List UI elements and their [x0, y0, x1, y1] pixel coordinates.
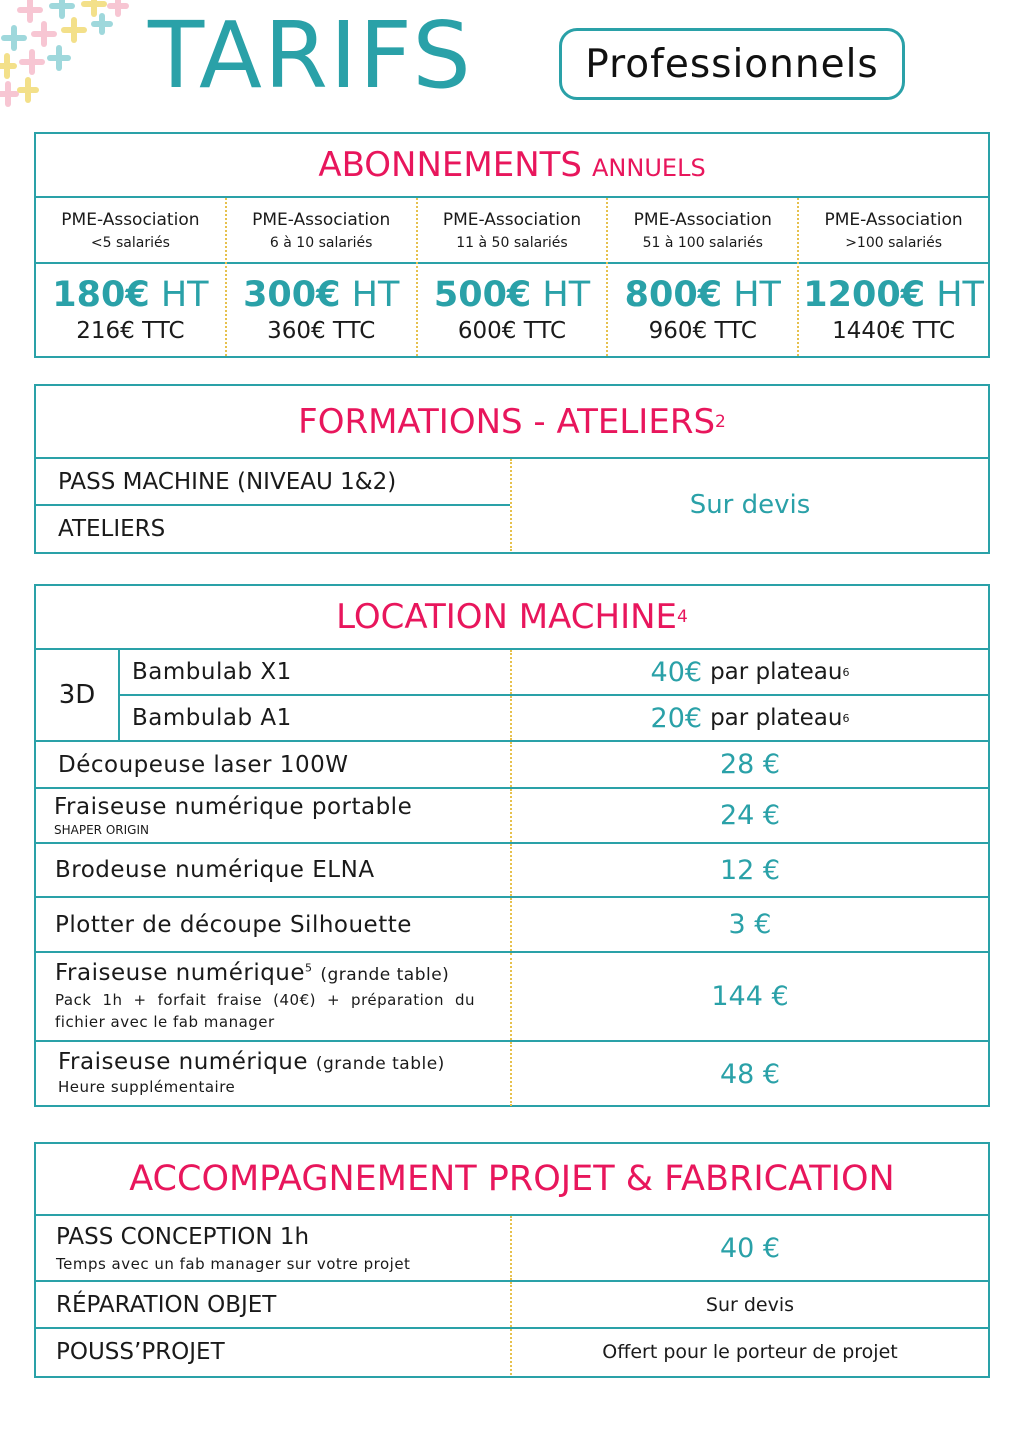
machine-name: Découpeuse laser 100W: [58, 751, 349, 778]
machine-price: 3 €: [728, 909, 772, 940]
machine-name: Bambulab A1: [120, 696, 512, 740]
service-price: Sur devis: [705, 1293, 795, 1316]
machine-footnote: 5: [305, 961, 313, 975]
plan-price-ttc: 216€ TTC: [76, 318, 185, 345]
machine-price: 48 €: [719, 1058, 781, 1090]
accompagnement-title: ACCOMPAGNEMENT PROJET & FABRICATION: [129, 1159, 895, 1199]
service-row: [36, 1329, 988, 1375]
location-title: LOCATION MACHINE: [336, 597, 678, 637]
service-name: RÉPARATION OBJET: [56, 1291, 277, 1318]
formation-item-ateliers: ATELIERS: [58, 515, 166, 542]
service-row: [36, 1282, 988, 1329]
plan-column: [799, 198, 988, 356]
machine-name: Plotter de découpe Silhouette: [55, 911, 412, 938]
plan-category: PME-Association: [824, 209, 963, 230]
plan-column: [418, 198, 609, 356]
machine-row-shaper: [36, 789, 988, 844]
machine-row-plotter: [36, 898, 988, 953]
group-label-3d: 3D: [36, 650, 120, 740]
accompagnement-section: [34, 1142, 990, 1378]
abonnements-heading: [36, 134, 988, 198]
plan-column: [608, 198, 799, 356]
plan-price-ttc: 960€ TTC: [648, 318, 757, 345]
plan-price-ttc: 1440€ TTC: [832, 318, 956, 345]
service-name: PASS CONCEPTION 1h: [56, 1223, 310, 1250]
plan-price-ht: 180€ HT: [52, 274, 209, 315]
machine-price: 144 €: [711, 981, 789, 1012]
plan-column: [227, 198, 418, 356]
machine-row: [120, 696, 988, 740]
machine-price: 20€: [650, 702, 703, 734]
formations-price: Sur devis: [689, 490, 811, 520]
page-title: TARIFS: [148, 2, 473, 109]
location-heading: [36, 586, 988, 650]
abonnements-title-small: ANNUELS: [592, 154, 706, 182]
formation-item-pass-machine: PASS MACHINE (NIVEAU 1&2): [36, 459, 510, 506]
plan-category: PME-Association: [633, 209, 772, 230]
price-unit: par plateau: [710, 659, 843, 685]
machine-description: Pack 1h + forfait fraise (40€) + préparation du fichier avec le fab manager: [55, 990, 475, 1031]
service-description: Temps avec un fab manager sur votre projet: [56, 1254, 411, 1273]
machine-row-fraiseuse-heure: [36, 1042, 988, 1106]
plan-size: 6 à 10 salariés: [269, 234, 373, 251]
formations-heading: [36, 386, 988, 459]
machine-subtitle: SHAPER ORIGIN: [54, 823, 149, 837]
service-price: Offert pour le porteur de projet: [602, 1341, 898, 1363]
formations-title: FORMATIONS - ATELIERS: [298, 401, 716, 442]
formations-section: [34, 384, 990, 554]
plan-price-ttc: 600€ TTC: [457, 318, 567, 345]
plan-category: PME-Association: [61, 209, 200, 230]
service-row: [36, 1216, 988, 1282]
plan-size: >100 salariés: [845, 234, 942, 251]
plan-price-ht: 500€ HT: [433, 274, 591, 315]
plan-price-ttc: 360€ TTC: [267, 318, 376, 345]
location-section: [34, 584, 990, 1107]
abonnements-section: [34, 132, 990, 358]
audience-badge: Professionnels: [559, 28, 905, 100]
formations-footnote: 2: [715, 411, 726, 432]
machine-row-fraiseuse-pack: [36, 953, 988, 1042]
plan-size: 11 à 50 salariés: [456, 234, 568, 251]
price-footnote: 6: [842, 711, 850, 725]
location-footnote: 4: [677, 607, 688, 627]
machine-row: [120, 650, 988, 696]
machine-description: Heure supplémentaire: [58, 1078, 236, 1097]
plan-size: 51 à 100 salariés: [642, 234, 763, 251]
price-unit: par plateau: [710, 705, 843, 731]
machine-price: 40€: [650, 656, 703, 688]
plan-price-ht: 1200€ HT: [803, 274, 984, 315]
service-price: 40 €: [719, 1232, 781, 1264]
machine-name: Fraiseuse numérique portable: [54, 794, 413, 820]
machine-group-3d: [36, 650, 988, 742]
abonnements-title: ABONNEMENTS: [318, 145, 583, 185]
plan-price-ht: 800€ HT: [624, 274, 781, 315]
price-footnote: 6: [842, 665, 850, 679]
machine-price: 12 €: [719, 854, 781, 886]
plan-size: <5 salariés: [90, 234, 170, 251]
machine-name: Fraiseuse numérique (grande table): [58, 1049, 445, 1076]
machine-name: Fraiseuse numérique$^5$ (grande table): [55, 959, 450, 986]
machine-row-brodeuse: [36, 844, 988, 898]
plan-category: PME-Association: [252, 209, 391, 230]
machine-name: Bambulab X1: [120, 650, 512, 694]
plan-category: PME-Association: [442, 209, 582, 230]
machine-price: 24 €: [719, 800, 781, 831]
service-name: POUSS’PROJET: [56, 1339, 225, 1365]
plan-column: [36, 198, 227, 356]
decorative-crosses: [0, 0, 140, 130]
machine-name: Brodeuse numérique ELNA: [55, 857, 375, 883]
plan-price-ht: 300€ HT: [243, 274, 400, 315]
accompagnement-heading: [36, 1144, 988, 1216]
machine-row-laser: [36, 742, 988, 789]
machine-price: 28 €: [719, 749, 781, 780]
